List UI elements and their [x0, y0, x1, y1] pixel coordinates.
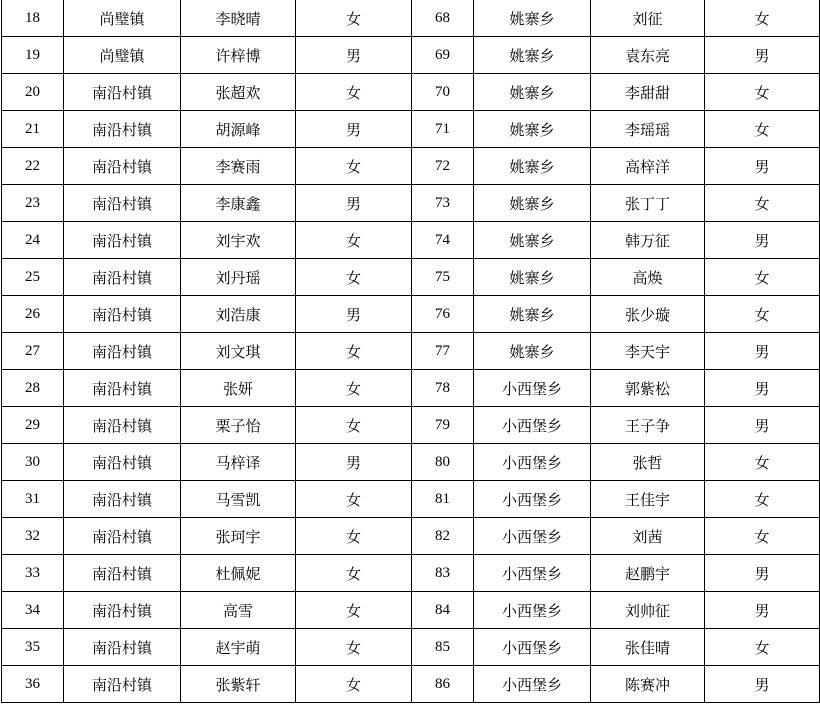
right-serial-number-cell: 81: [412, 481, 474, 518]
left-township-cell: 南沿村镇: [64, 296, 181, 333]
left-gender-cell: 女: [296, 518, 412, 555]
left-gender-cell: 男: [296, 296, 412, 333]
left-person-name-cell: 高雪: [181, 592, 296, 629]
right-township-cell: 小西堡乡: [474, 555, 591, 592]
left-person-name-cell: 张珂宇: [181, 518, 296, 555]
right-serial-number-cell: 84: [412, 592, 474, 629]
right-person-name-cell: 王佳宇: [591, 481, 705, 518]
left-person-name-cell: 张紫轩: [181, 666, 296, 703]
right-serial-number-cell: 79: [412, 407, 474, 444]
roster-table: [1, 0, 820, 703]
right-person-name-cell: 张佳晴: [591, 629, 705, 666]
left-gender-cell: 男: [296, 37, 412, 74]
left-serial-number-cell: 22: [2, 148, 64, 185]
right-person-name-cell: 刘茜: [591, 518, 705, 555]
table-row: [2, 111, 820, 148]
right-gender-cell: 女: [705, 111, 820, 148]
right-person-name-cell: 陈赛冲: [591, 666, 705, 703]
left-gender-cell: 女: [296, 407, 412, 444]
left-person-name-cell: 赵宇萌: [181, 629, 296, 666]
left-person-name-cell: 胡源峰: [181, 111, 296, 148]
left-gender-cell: 女: [296, 259, 412, 296]
right-township-cell: 姚寨乡: [474, 185, 591, 222]
left-gender-cell: 女: [296, 555, 412, 592]
right-township-cell: 姚寨乡: [474, 111, 591, 148]
right-person-name-cell: 李瑶瑶: [591, 111, 705, 148]
left-gender-cell: 女: [296, 74, 412, 111]
right-person-name-cell: 张丁丁: [591, 185, 705, 222]
right-serial-number-cell: 85: [412, 629, 474, 666]
left-township-cell: 南沿村镇: [64, 111, 181, 148]
right-gender-cell: 女: [705, 629, 820, 666]
left-person-name-cell: 张超欢: [181, 74, 296, 111]
right-serial-number-cell: 83: [412, 555, 474, 592]
left-gender-cell: 女: [296, 222, 412, 259]
left-person-name-cell: 刘丹瑶: [181, 259, 296, 296]
right-person-name-cell: 刘帅征: [591, 592, 705, 629]
table-row: [2, 0, 820, 37]
right-person-name-cell: 袁东亮: [591, 37, 705, 74]
right-serial-number-cell: 72: [412, 148, 474, 185]
right-township-cell: 小西堡乡: [474, 629, 591, 666]
right-person-name-cell: 李天宇: [591, 333, 705, 370]
left-person-name-cell: 李康鑫: [181, 185, 296, 222]
right-serial-number-cell: 86: [412, 666, 474, 703]
right-serial-number-cell: 82: [412, 518, 474, 555]
left-serial-number-cell: 30: [2, 444, 64, 481]
right-person-name-cell: 刘征: [591, 0, 705, 37]
left-gender-cell: 女: [296, 481, 412, 518]
right-gender-cell: 男: [705, 222, 820, 259]
right-person-name-cell: 高梓洋: [591, 148, 705, 185]
left-serial-number-cell: 23: [2, 185, 64, 222]
right-serial-number-cell: 75: [412, 259, 474, 296]
left-township-cell: 南沿村镇: [64, 666, 181, 703]
left-gender-cell: 女: [296, 666, 412, 703]
left-serial-number-cell: 26: [2, 296, 64, 333]
left-gender-cell: 男: [296, 185, 412, 222]
left-person-name-cell: 杜佩妮: [181, 555, 296, 592]
left-township-cell: 南沿村镇: [64, 222, 181, 259]
right-serial-number-cell: 77: [412, 333, 474, 370]
table-row: [2, 518, 820, 555]
table-row: [2, 370, 820, 407]
right-gender-cell: 男: [705, 148, 820, 185]
right-gender-cell: 女: [705, 444, 820, 481]
right-serial-number-cell: 69: [412, 37, 474, 74]
right-serial-number-cell: 68: [412, 0, 474, 37]
right-gender-cell: 男: [705, 407, 820, 444]
right-gender-cell: 男: [705, 555, 820, 592]
right-township-cell: 小西堡乡: [474, 407, 591, 444]
left-serial-number-cell: 34: [2, 592, 64, 629]
left-person-name-cell: 许梓博: [181, 37, 296, 74]
right-township-cell: 小西堡乡: [474, 370, 591, 407]
left-person-name-cell: 刘宇欢: [181, 222, 296, 259]
right-gender-cell: 男: [705, 666, 820, 703]
left-gender-cell: 女: [296, 370, 412, 407]
table-row: [2, 629, 820, 666]
left-township-cell: 尚璧镇: [64, 0, 181, 37]
right-person-name-cell: 王子争: [591, 407, 705, 444]
left-serial-number-cell: 18: [2, 0, 64, 37]
left-serial-number-cell: 31: [2, 481, 64, 518]
left-township-cell: 南沿村镇: [64, 259, 181, 296]
table-row: [2, 37, 820, 74]
right-township-cell: 姚寨乡: [474, 74, 591, 111]
left-person-name-cell: 李赛雨: [181, 148, 296, 185]
right-township-cell: 姚寨乡: [474, 296, 591, 333]
right-township-cell: 姚寨乡: [474, 259, 591, 296]
right-gender-cell: 男: [705, 592, 820, 629]
left-serial-number-cell: 19: [2, 37, 64, 74]
left-serial-number-cell: 25: [2, 259, 64, 296]
table-row: [2, 74, 820, 111]
right-township-cell: 小西堡乡: [474, 481, 591, 518]
left-serial-number-cell: 33: [2, 555, 64, 592]
left-serial-number-cell: 29: [2, 407, 64, 444]
left-gender-cell: 男: [296, 444, 412, 481]
table-row: [2, 148, 820, 185]
left-township-cell: 南沿村镇: [64, 74, 181, 111]
right-township-cell: 姚寨乡: [474, 148, 591, 185]
left-township-cell: 南沿村镇: [64, 518, 181, 555]
table-row: [2, 222, 820, 259]
right-gender-cell: 男: [705, 37, 820, 74]
left-gender-cell: 女: [296, 148, 412, 185]
left-gender-cell: 女: [296, 333, 412, 370]
table-row: [2, 333, 820, 370]
left-township-cell: 南沿村镇: [64, 444, 181, 481]
right-person-name-cell: 高焕: [591, 259, 705, 296]
right-gender-cell: 女: [705, 185, 820, 222]
left-township-cell: 南沿村镇: [64, 185, 181, 222]
table-row: [2, 444, 820, 481]
right-gender-cell: 女: [705, 0, 820, 37]
right-township-cell: 小西堡乡: [474, 592, 591, 629]
right-township-cell: 小西堡乡: [474, 444, 591, 481]
right-serial-number-cell: 70: [412, 74, 474, 111]
left-township-cell: 南沿村镇: [64, 148, 181, 185]
left-gender-cell: 女: [296, 629, 412, 666]
right-person-name-cell: 张少璇: [591, 296, 705, 333]
left-township-cell: 南沿村镇: [64, 333, 181, 370]
table-row: [2, 481, 820, 518]
right-gender-cell: 女: [705, 74, 820, 111]
left-person-name-cell: 栗子怡: [181, 407, 296, 444]
right-township-cell: 姚寨乡: [474, 0, 591, 37]
roster-body: [2, 0, 820, 703]
right-township-cell: 小西堡乡: [474, 666, 591, 703]
table-row: [2, 296, 820, 333]
left-person-name-cell: 张妍: [181, 370, 296, 407]
table-row: [2, 592, 820, 629]
table-row: [2, 666, 820, 703]
left-serial-number-cell: 36: [2, 666, 64, 703]
right-gender-cell: 男: [705, 370, 820, 407]
left-serial-number-cell: 24: [2, 222, 64, 259]
right-serial-number-cell: 74: [412, 222, 474, 259]
left-serial-number-cell: 27: [2, 333, 64, 370]
left-township-cell: 南沿村镇: [64, 407, 181, 444]
right-serial-number-cell: 71: [412, 111, 474, 148]
left-township-cell: 尚璧镇: [64, 37, 181, 74]
left-gender-cell: 女: [296, 0, 412, 37]
right-gender-cell: 女: [705, 481, 820, 518]
right-township-cell: 姚寨乡: [474, 222, 591, 259]
left-serial-number-cell: 21: [2, 111, 64, 148]
left-township-cell: 南沿村镇: [64, 629, 181, 666]
left-serial-number-cell: 32: [2, 518, 64, 555]
right-serial-number-cell: 73: [412, 185, 474, 222]
right-gender-cell: 男: [705, 333, 820, 370]
left-person-name-cell: 李晓晴: [181, 0, 296, 37]
left-person-name-cell: 刘浩康: [181, 296, 296, 333]
left-township-cell: 南沿村镇: [64, 555, 181, 592]
right-township-cell: 姚寨乡: [474, 37, 591, 74]
right-person-name-cell: 李甜甜: [591, 74, 705, 111]
left-person-name-cell: 马梓译: [181, 444, 296, 481]
left-township-cell: 南沿村镇: [64, 481, 181, 518]
right-person-name-cell: 张哲: [591, 444, 705, 481]
left-township-cell: 南沿村镇: [64, 592, 181, 629]
left-person-name-cell: 刘文琪: [181, 333, 296, 370]
right-township-cell: 小西堡乡: [474, 518, 591, 555]
left-gender-cell: 男: [296, 111, 412, 148]
right-serial-number-cell: 76: [412, 296, 474, 333]
left-township-cell: 南沿村镇: [64, 370, 181, 407]
table-row: [2, 259, 820, 296]
right-gender-cell: 女: [705, 296, 820, 333]
table-row: [2, 407, 820, 444]
right-person-name-cell: 赵鹏宇: [591, 555, 705, 592]
right-person-name-cell: 韩万征: [591, 222, 705, 259]
right-serial-number-cell: 78: [412, 370, 474, 407]
left-gender-cell: 女: [296, 592, 412, 629]
right-gender-cell: 女: [705, 259, 820, 296]
right-serial-number-cell: 80: [412, 444, 474, 481]
table-row: [2, 185, 820, 222]
right-township-cell: 姚寨乡: [474, 333, 591, 370]
left-serial-number-cell: 35: [2, 629, 64, 666]
right-gender-cell: 女: [705, 518, 820, 555]
table-row: [2, 555, 820, 592]
right-person-name-cell: 郭紫松: [591, 370, 705, 407]
left-serial-number-cell: 28: [2, 370, 64, 407]
left-person-name-cell: 马雪凯: [181, 481, 296, 518]
left-serial-number-cell: 20: [2, 74, 64, 111]
